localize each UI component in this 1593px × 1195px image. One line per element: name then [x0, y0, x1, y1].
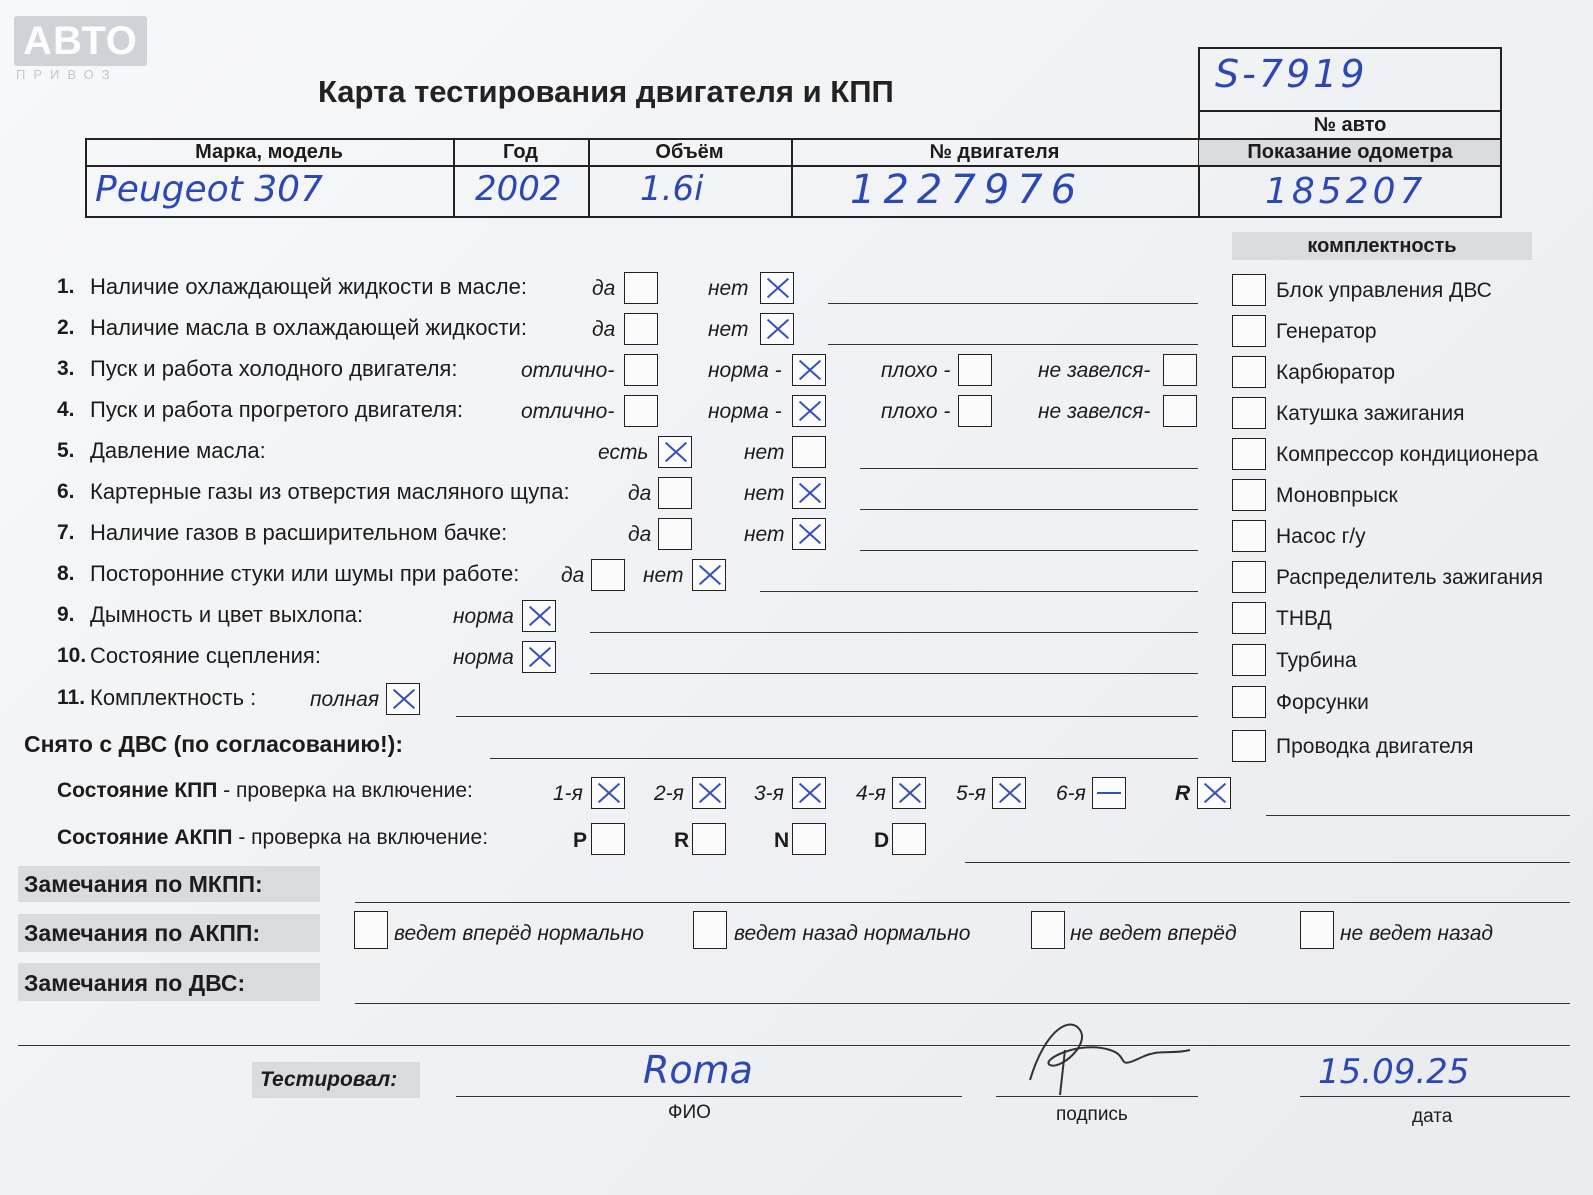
checkbox-q10-normal-checked[interactable] — [522, 641, 556, 673]
question-number: 9. — [57, 603, 75, 626]
checkbox-forward-normal[interactable] — [354, 911, 388, 949]
checkbox-ecu[interactable] — [1232, 274, 1266, 306]
checkbox-reverse-normal[interactable] — [693, 911, 727, 949]
option-label: нет — [744, 523, 785, 546]
option-label: нет — [744, 482, 785, 505]
odometer-label: Показание одометра — [1247, 141, 1453, 163]
completeness-item: Катушка зажигания — [1276, 402, 1465, 425]
question-number: 8. — [57, 562, 75, 585]
completeness-item: Проводка двигателя — [1276, 735, 1474, 758]
checkbox-wiring[interactable] — [1232, 730, 1266, 762]
checkbox-q7-yes[interactable] — [658, 518, 692, 550]
make-value: Peugeot 307 — [95, 169, 323, 210]
akpp-remark-option: не ведет вперёд — [1070, 922, 1237, 945]
gear-label: R — [1175, 782, 1191, 805]
checkbox-q9-normal-checked[interactable] — [522, 600, 556, 632]
name-label: ФИО — [668, 1102, 711, 1123]
option-label: да — [628, 523, 652, 546]
akpp-mode-label: P — [573, 829, 588, 852]
checkbox-q3-bad[interactable] — [958, 354, 992, 386]
answer-line — [860, 468, 1198, 469]
answer-line — [860, 550, 1198, 551]
completeness-item: Генератор — [1276, 320, 1377, 343]
question-text: Посторонние стуки или шумы при работе: — [90, 561, 520, 586]
checkbox-carburetor[interactable] — [1232, 356, 1266, 388]
checkbox-injection-pump[interactable] — [1232, 602, 1266, 634]
question-number: 2. — [57, 316, 75, 339]
checkbox-ignition-coil[interactable] — [1232, 397, 1266, 429]
checkbox-q4-normal-checked[interactable] — [792, 395, 826, 427]
kpp-label-rest: - проверка на включение: — [217, 779, 473, 802]
answer-line — [590, 632, 1198, 633]
answer-line — [456, 716, 1198, 717]
card-title: Карта тестирования двигателя и КПП — [318, 74, 894, 109]
completeness-item: Карбюратор — [1276, 361, 1396, 384]
engine-no-label: № двигателя — [929, 141, 1060, 163]
checkbox-q4-no-start[interactable] — [1163, 395, 1197, 427]
question-number: 10. — [57, 644, 87, 667]
checkbox-generator[interactable] — [1232, 315, 1266, 347]
option-label: норма - — [708, 400, 782, 423]
checkbox-akpp-r[interactable] — [692, 823, 726, 855]
option-label: нет — [744, 441, 785, 464]
question-number: 1. — [57, 275, 75, 298]
completeness-item: Блок управления ДВС — [1276, 279, 1492, 302]
option-label: да — [561, 564, 585, 587]
question-text: Наличие газов в расширительном бачке: — [90, 520, 508, 545]
make-label: Марка, модель — [195, 141, 343, 163]
checkbox-distributor[interactable] — [1232, 561, 1266, 593]
checkbox-akpp-n[interactable] — [792, 823, 826, 855]
akpp-label-bold: Состояние АКПП — [57, 826, 233, 849]
option-label: не завелся- — [1038, 359, 1151, 382]
question-text: Пуск и работа холодного двигателя: — [90, 356, 458, 381]
question-text: Пуск и работа прогретого двигателя: — [90, 397, 464, 422]
checkbox-mono-injection[interactable] — [1232, 479, 1266, 511]
option-label: да — [628, 482, 652, 505]
question-number: 3. — [57, 357, 75, 380]
checkbox-gear-1-checked[interactable] — [591, 777, 625, 809]
gear-label: 1-я — [553, 782, 583, 805]
checkbox-gear-5-checked[interactable] — [992, 777, 1026, 809]
removed-label: Снято с ДВС (по согласованию!): — [24, 731, 403, 757]
option-label: не завелся- — [1038, 400, 1151, 423]
volume-label: Объём — [655, 141, 724, 163]
checkbox-gear-4-checked[interactable] — [892, 777, 926, 809]
answer-line — [760, 591, 1198, 592]
option-label: да — [592, 318, 616, 341]
checkbox-no-forward[interactable] — [1031, 911, 1065, 949]
akpp-mode-label: R — [674, 829, 690, 852]
completeness-item: Форсунки — [1276, 691, 1369, 714]
name-line — [456, 1096, 962, 1097]
answer-line — [828, 344, 1198, 345]
checkbox-q1-yes[interactable] — [624, 272, 658, 304]
gear-label: 5-я — [956, 782, 986, 805]
answer-line — [965, 862, 1570, 863]
option-label: нет — [708, 318, 749, 341]
question-number: 4. — [57, 398, 75, 421]
question-number: 5. — [57, 439, 75, 462]
checkbox-q2-yes[interactable] — [624, 313, 658, 345]
date-value: 15.09.25 — [1318, 1052, 1470, 1092]
option-label: нет — [708, 277, 749, 300]
checkbox-injectors[interactable] — [1232, 686, 1266, 718]
option-label: отлично- — [521, 359, 615, 382]
remarks-akpp-label: Замечания по АКПП: — [24, 920, 261, 946]
checkbox-q3-no-start[interactable] — [1163, 354, 1197, 386]
akpp-label — [57, 826, 488, 850]
checkbox-gear-r-checked[interactable] — [1197, 777, 1231, 809]
akpp-label-rest: - проверка на включение: — [232, 826, 489, 849]
car-number-value: S-7919 — [1215, 52, 1368, 96]
gear-label: 2-я — [654, 782, 684, 805]
checkbox-q6-yes[interactable] — [658, 477, 692, 509]
akpp-remark-option: не ведет назад — [1340, 922, 1493, 945]
checkbox-ac-compressor[interactable] — [1232, 438, 1266, 470]
checkbox-q6-no-checked[interactable] — [792, 477, 826, 509]
signature-line — [996, 1096, 1198, 1097]
date-line — [1300, 1096, 1570, 1097]
akpp-remark-option: ведет назад нормально — [734, 922, 971, 945]
answer-line — [828, 303, 1198, 304]
answer-line — [355, 1003, 1570, 1004]
option-label: плохо - — [881, 359, 951, 382]
year-label: Год — [503, 141, 538, 163]
logo-subtitle: ПРИВОЗ — [16, 67, 118, 82]
akpp-mode-label: D — [874, 829, 890, 852]
completeness-item: Моновпрыск — [1276, 484, 1398, 507]
question-number: 6. — [57, 480, 75, 503]
checkbox-q8-no-checked[interactable] — [692, 559, 726, 591]
option-label: норма - — [708, 359, 782, 382]
completeness-item: Распределитель зажигания — [1276, 566, 1544, 589]
checkbox-q4-excellent[interactable] — [624, 395, 658, 427]
answer-line — [355, 902, 1570, 903]
checkbox-q2-no-checked[interactable] — [760, 313, 794, 345]
akpp-mode-label: N — [774, 829, 790, 852]
option-label: есть — [598, 441, 649, 464]
gear-label: 6-я — [1056, 782, 1086, 805]
checkbox-akpp-d[interactable] — [892, 823, 926, 855]
car-number-label: № авто — [1313, 114, 1387, 136]
checkbox-akpp-p[interactable] — [591, 823, 625, 855]
option-label: норма — [453, 605, 514, 628]
option-label: полная — [310, 688, 380, 711]
question-text: Картерные газы из отверстия масляного щупа: — [90, 479, 570, 504]
kpp-label — [57, 779, 473, 803]
gear-label: 3-я — [754, 782, 784, 805]
checkbox-q1-no-checked[interactable] — [760, 272, 794, 304]
answer-line — [860, 509, 1198, 510]
option-label: плохо - — [881, 400, 951, 423]
option-label: отлично- — [521, 400, 615, 423]
checkbox-q5-absent[interactable] — [792, 436, 826, 468]
divider — [1198, 110, 1502, 112]
akpp-remark-option: ведет вперёд нормально — [394, 922, 644, 945]
answer-line — [590, 673, 1198, 674]
date-label: дата — [1412, 1106, 1453, 1127]
question-text: Давление масла: — [90, 438, 266, 463]
question-text: Состояние сцепления: — [90, 643, 321, 668]
checkbox-no-reverse[interactable] — [1300, 911, 1334, 949]
checkbox-turbine[interactable] — [1232, 644, 1266, 676]
option-label: да — [592, 277, 616, 300]
gear-label: 4-я — [856, 782, 886, 805]
completeness-item: Компрессор кондиционера — [1276, 443, 1539, 466]
checkbox-q3-normal-checked[interactable] — [792, 354, 826, 386]
year-value: 2002 — [475, 169, 562, 209]
checkbox-q3-excellent[interactable] — [624, 354, 658, 386]
question-text: Наличие охлаждающей жидкости в масле: — [90, 274, 527, 299]
question-number: 11. — [57, 686, 86, 709]
completeness-item: Насос г/у — [1276, 525, 1366, 548]
tester-name-value: Roma — [643, 1048, 753, 1092]
question-text: Комплектность : — [90, 685, 257, 710]
question-text: Дымность и цвет выхлопа: — [90, 602, 364, 627]
checkbox-gear-3-checked[interactable] — [792, 777, 826, 809]
checkbox-gear-2-checked[interactable] — [692, 777, 726, 809]
kpp-label-bold: Состояние КПП — [57, 779, 218, 802]
volume-value: 1.6i — [640, 169, 704, 209]
completeness-title: комплектность — [1307, 235, 1457, 257]
odometer-value: 185207 — [1265, 171, 1427, 212]
answer-line — [1266, 815, 1570, 816]
answer-line — [18, 1045, 1570, 1046]
question-number: 7. — [57, 521, 75, 544]
remarks-dvs-label: Замечания по ДВС: — [24, 970, 246, 996]
checkbox-gear-6-dash[interactable] — [1092, 777, 1126, 809]
checkbox-power-steering-pump[interactable] — [1232, 520, 1266, 552]
option-label: норма — [453, 646, 514, 669]
completeness-item: Турбина — [1276, 649, 1357, 672]
answer-line — [490, 758, 1198, 759]
signature-image — [1020, 1010, 1210, 1100]
checkbox-q7-no-checked[interactable] — [792, 518, 826, 550]
avto-privoz-logo: АВТО — [14, 16, 147, 66]
table-divider — [85, 165, 1502, 167]
engine-no-value: 1227976 — [850, 167, 1085, 213]
signature-label: подпись — [1056, 1104, 1128, 1125]
tested-label: Тестировал: — [260, 1068, 398, 1091]
remarks-mkpp-label: Замечания по МКПП: — [24, 871, 263, 897]
checkbox-q4-bad[interactable] — [958, 395, 992, 427]
completeness-item: ТНВД — [1276, 607, 1332, 630]
question-text: Наличие масла в охлаждающей жидкости: — [90, 315, 527, 340]
option-label: нет — [643, 564, 684, 587]
checkbox-q11-full-checked[interactable] — [386, 683, 420, 715]
checkbox-q5-present-checked[interactable] — [658, 436, 692, 468]
checkbox-q8-yes[interactable] — [591, 559, 625, 591]
